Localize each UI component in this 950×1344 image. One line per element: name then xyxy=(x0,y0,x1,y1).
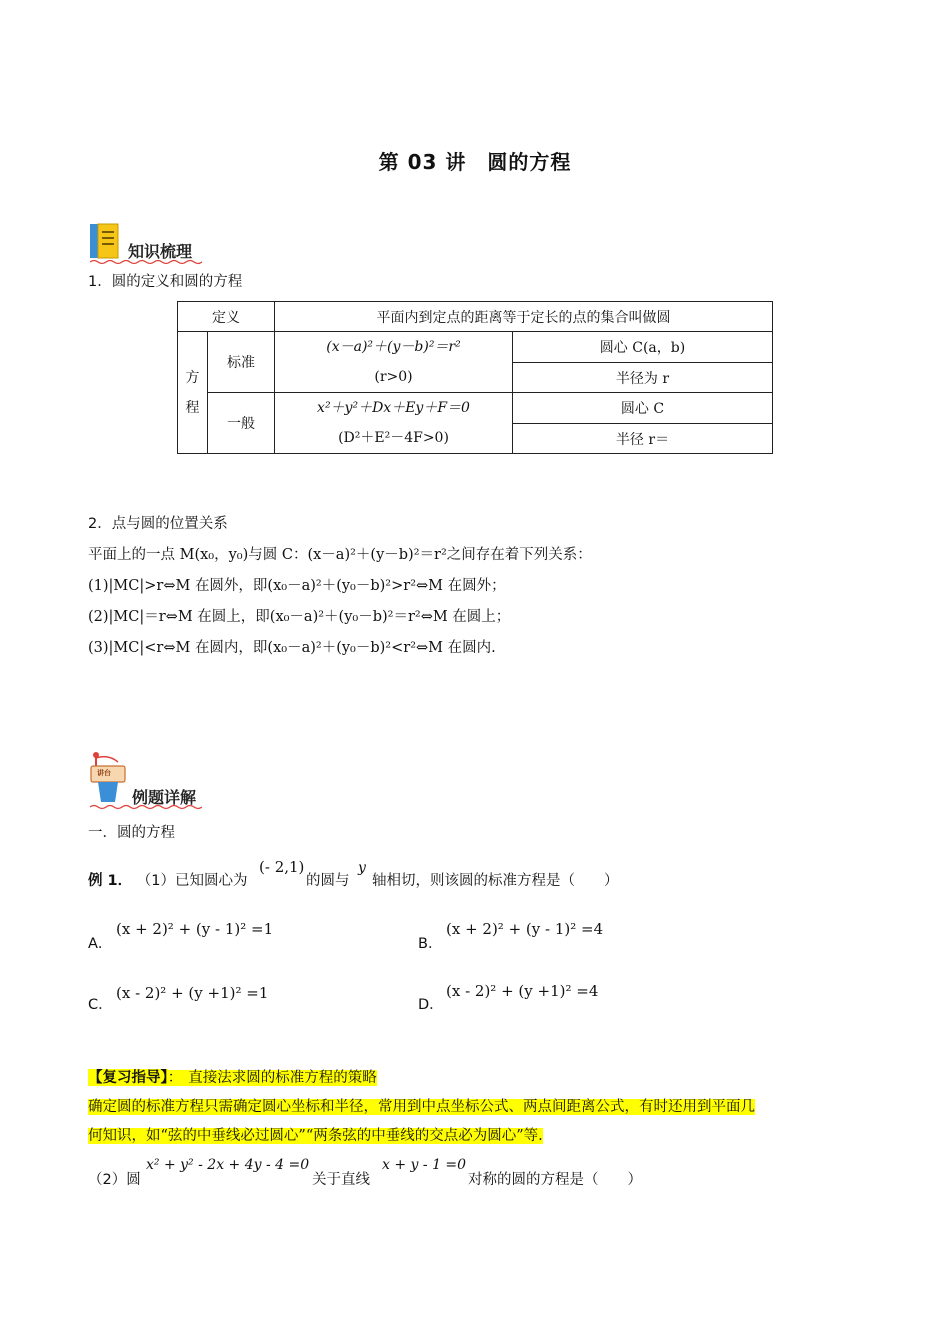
std-eq-cell xyxy=(275,332,513,393)
std-label-cell: 标准 xyxy=(208,332,275,393)
equation-label-cell xyxy=(178,332,208,454)
std-center-cell: 圆心 C(a，b) xyxy=(513,332,773,363)
example-1-part: （1）已知圆心为 xyxy=(136,873,248,889)
example-1-tail: 轴相切，则该圆的标准方程是（ ） xyxy=(372,873,619,889)
gen-center-cell: 圆心 C xyxy=(513,393,773,424)
gen-radius-cell: 半径 r＝ xyxy=(513,424,773,454)
guide-line-2-text: 何知识，如“弦的中垂线必过圆心”“两条弦的中垂线的交点必为圆心”等. xyxy=(88,1128,543,1144)
option-c-expr[interactable]: (x - 2)² + (y +1)² =1 xyxy=(116,984,269,1002)
gen-cond: (D²＋E²－4F>0) xyxy=(338,430,449,446)
example-1-stem xyxy=(88,871,247,891)
lectern-label: 讲台 xyxy=(97,769,111,777)
section-heading-definition: 1．圆的定义和圆的方程 xyxy=(88,274,243,290)
guide-colon: ： xyxy=(167,1070,183,1086)
option-a-letter: A． xyxy=(88,936,113,952)
example-1-axis: y xyxy=(358,860,366,876)
example-1-mid: 的圆与 xyxy=(306,873,350,889)
guide-title: 直接法求圆的标准方程的策略 xyxy=(182,1070,377,1086)
gen-eq: x²＋y²＋Dx＋Ey＋F＝0 xyxy=(317,400,470,416)
gen-eq-cell xyxy=(275,393,513,454)
example-2-tail: 对称的圆的方程是（ ） xyxy=(468,1172,642,1188)
guide-label: 【复习指导】 xyxy=(88,1069,168,1086)
example-1-label: 例 1． xyxy=(88,873,133,889)
example-1-part-2: （2）圆 xyxy=(88,1172,141,1188)
examples-banner xyxy=(88,752,228,808)
guide-title-line xyxy=(88,1068,377,1088)
example-2-line-eq: x + y - 1 =0 xyxy=(382,1157,467,1173)
std-eq: (x－a)²＋(y－b)²＝r² xyxy=(326,339,461,355)
book-icon xyxy=(88,222,122,262)
relation-inside: (3)|MC|<r⇔M 在圆内，即(x₀－a)²＋(y₀－b)²<r²⇔M 在圆内. xyxy=(88,640,496,656)
guide-line-1-text: 确定圆的标准方程只需确定圆心坐标和半径，常用到中点坐标公式、两点间距离公式，有时还用到平面几 xyxy=(88,1099,755,1115)
guide-line-2 xyxy=(88,1126,543,1146)
example-2-circle-eq: x² + y² - 2x + 4y - 4 =0 xyxy=(146,1157,310,1173)
option-d-expr[interactable]: (x - 2)² + (y +1)² =4 xyxy=(446,982,599,1000)
page-title: 第 03 讲 圆的方程 xyxy=(378,150,572,174)
lectern-icon xyxy=(88,752,128,804)
guide-line-1 xyxy=(88,1097,755,1117)
definition-table xyxy=(177,301,773,454)
eq-label-char-1: 方 xyxy=(185,369,200,386)
option-d-letter: D． xyxy=(418,997,444,1013)
eq-label-char-2: 程 xyxy=(185,399,200,416)
relation-outside: (1)|MC|>r⇔M 在圆外，即(x₀－a)²＋(y₀－b)²>r²⇔M 在圆外； xyxy=(88,578,506,594)
std-radius-cell: 半径为 r xyxy=(513,363,773,393)
wave-underline xyxy=(90,804,202,810)
knowledge-banner-label: 知识梳理 xyxy=(128,242,193,261)
section-heading-position: 2．点与圆的位置关系 xyxy=(88,516,228,532)
wave-underline xyxy=(90,259,202,265)
def-text-cell: 平面内到定点的距离等于定长的点的集合叫做圆 xyxy=(275,302,773,332)
option-b-expr[interactable]: (x + 2)² + (y - 1)² =4 xyxy=(446,920,604,938)
option-a-expr[interactable]: (x + 2)² + (y - 1)² =1 xyxy=(116,920,274,938)
knowledge-banner xyxy=(88,222,228,264)
example-2-mid: 关于直线 xyxy=(312,1172,370,1188)
gen-label-cell: 一般 xyxy=(208,393,275,454)
relation-intro: 平面上的一点 M(x₀，y₀)与圆 C：(x－a)²＋(y－b)²＝r²之间存在着下列关系： xyxy=(88,547,592,563)
section-heading-equation: 一．圆的方程 xyxy=(88,825,175,841)
std-cond: (r>0) xyxy=(374,369,413,385)
examples-banner-label: 例题详解 xyxy=(132,788,197,807)
option-c-letter: C． xyxy=(88,997,113,1013)
example-1-center: (- 2,1) xyxy=(259,858,305,876)
relation-on: (2)|MC|＝r⇔M 在圆上，即(x₀－a)²＋(y₀－b)²＝r²⇔M 在圆上； xyxy=(88,609,511,625)
option-b-letter: B． xyxy=(418,936,443,952)
def-label-cell: 定义 xyxy=(178,302,275,332)
